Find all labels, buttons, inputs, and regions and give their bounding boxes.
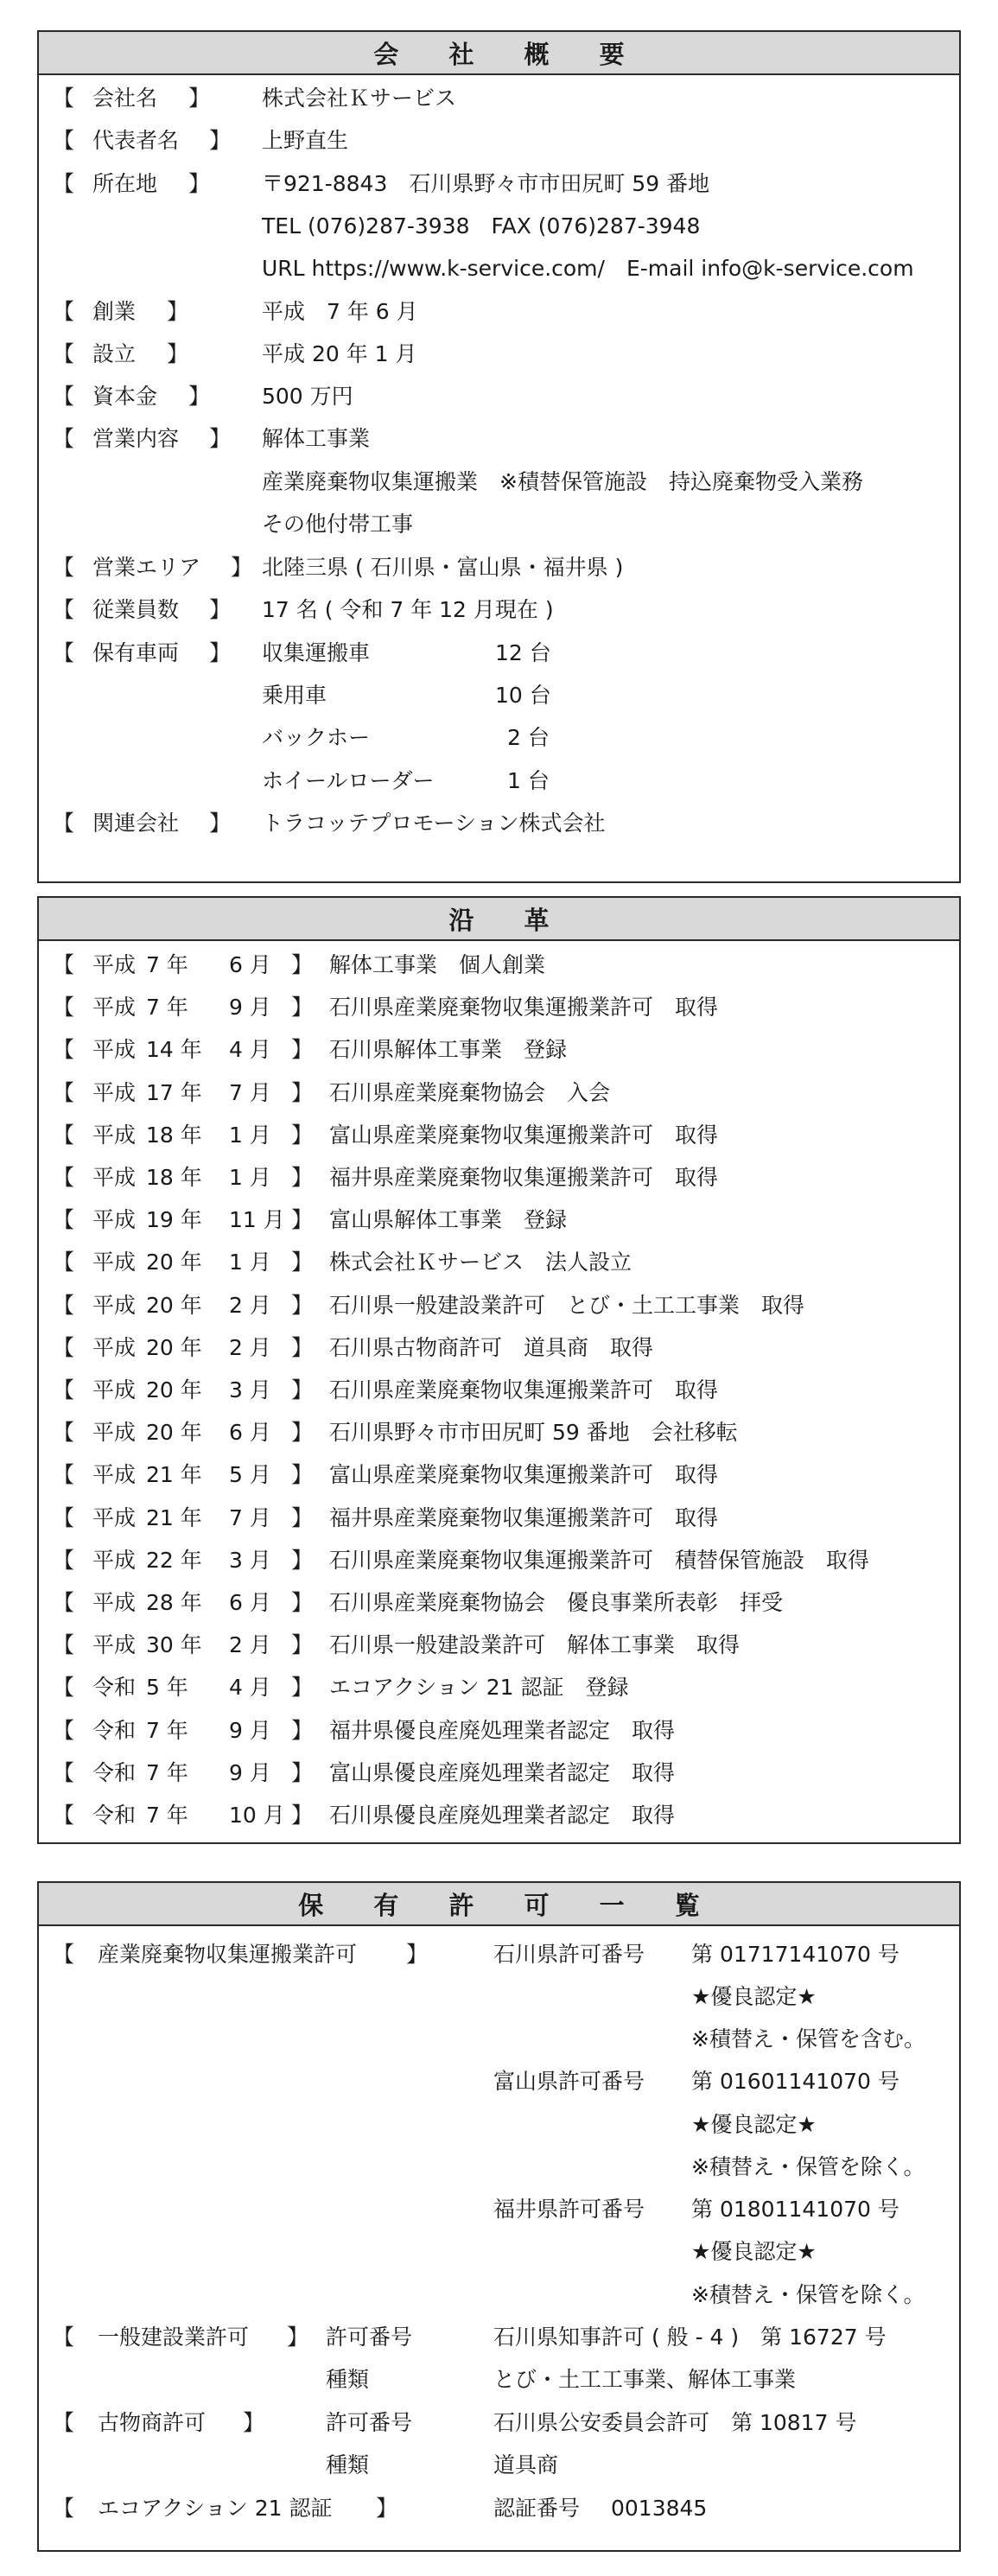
history-year: 21 年 — [146, 1462, 202, 1488]
row-tel-fax — [39, 209, 959, 244]
label-employees: 従業員数 — [92, 597, 180, 622]
history-month: 9 月 — [229, 1717, 271, 1743]
history-row: 【 平成 18 年 1 月 】 福井県産業廃棄物収集運搬業許可 取得 — [39, 1161, 959, 1195]
history-text: 石川県産業廃棄物協会 優良事業所表彰 拝受 — [329, 1590, 784, 1615]
company-overview-box — [37, 30, 961, 883]
history-text: 石川県一般建設業許可 解体工事業 取得 — [329, 1632, 741, 1658]
value-tel-fax: TEL (076)287-3938 FAX (076)287-3948 — [262, 213, 701, 239]
antique-value-2: 道具商 — [493, 2452, 559, 2477]
row-waste-toyama — [39, 2064, 959, 2099]
history-row: 【 平成 30 年 2 月 】 石川県一般建設業許可 解体工事業 取得 — [39, 1628, 959, 1663]
row-representative: 【 代表者名 】 上野直生 — [39, 124, 959, 158]
value-business-3: その他付帯工事 — [262, 512, 414, 537]
waste-number-toyama: 第 01601141070 号 — [691, 2069, 899, 2094]
history-row: 【 平成 20 年 2 月 】 石川県一般建設業許可 とび・土工工事業 取得 — [39, 1288, 959, 1323]
history-year: 7 年 — [146, 995, 188, 1021]
waste-number-fukui: 第 01801141070 号 — [691, 2197, 899, 2222]
history-year: 20 年 — [146, 1420, 202, 1446]
value-url-email: URL https://www.k-service.com/ E-mail info@k-service.com — [262, 256, 914, 281]
history-month: 1 月 — [229, 1250, 271, 1275]
row-vehicle-2 — [39, 678, 959, 713]
row-business-2 — [39, 465, 959, 499]
row-waste-fukui-note1 — [39, 2235, 959, 2269]
history-row: 【 平成 14 年 4 月 】 石川県解体工事業 登録 — [39, 1033, 959, 1067]
value-address: 〒921-8843 石川県野々市市田尻町 59 番地 — [262, 171, 710, 196]
history-era: 令和 — [92, 1675, 137, 1701]
history-row: 【 平成 28 年 6 月 】 石川県産業廃棄物協会 優良事業所表彰 拝受 — [39, 1586, 959, 1620]
history-year: 17 年 — [146, 1079, 202, 1105]
history-year: 5 年 — [146, 1675, 188, 1701]
history-month: 2 月 — [229, 1632, 271, 1658]
label-affiliate: 関連会社 — [92, 811, 180, 836]
value-business-1: 解体工事業 — [262, 426, 371, 451]
history-text: 石川県一般建設業許可 とび・土工工事業 取得 — [329, 1292, 805, 1318]
row-url-email — [39, 251, 959, 286]
history-era: 平成 — [92, 1334, 137, 1360]
history-month: 7 月 — [229, 1079, 271, 1105]
row-employees: 【 従業員数 】 17 名 ( 令和 7 年 12 月現在 ) — [39, 593, 959, 627]
row-antique-permit: 【 古物商許可 】 許可番号 石川県公安委員会許可 第 10817 号 — [39, 2406, 959, 2440]
vehicle-count: 1 台 — [507, 768, 550, 793]
history-month: 5 月 — [229, 1462, 271, 1488]
history-text: 石川県産業廃棄物収集運搬業許可 取得 — [329, 995, 719, 1021]
row-affiliate: 【 関連会社 】 トラコッテプロモーション株式会社 — [39, 806, 959, 841]
value-capital: 500 万円 — [262, 384, 353, 409]
waste-note: ★優良認定★ — [691, 1984, 817, 2009]
history-month: 2 月 — [229, 1334, 271, 1360]
label-company-name: 会社名 — [92, 86, 158, 111]
row-business: 【 営業内容 】 解体工事業 — [39, 422, 959, 456]
waste-pref-ishikawa: 石川県許可番号 — [493, 1942, 645, 1967]
vehicle-count: 10 台 — [495, 683, 551, 708]
history-era: 平成 — [92, 1590, 137, 1615]
history-year: 18 年 — [146, 1165, 202, 1190]
history-row: 【 平成 20 年 1 月 】 株式会社Ｋサービス 法人設立 — [39, 1245, 959, 1280]
row-vehicle-3 — [39, 721, 959, 755]
label-eco-action: エコアクション 21 認証 — [98, 2496, 333, 2521]
label-capital: 資本金 — [92, 384, 158, 409]
history-row: 【 平成 18 年 1 月 】 富山県産業廃棄物収集運搬業許可 取得 — [39, 1118, 959, 1153]
label-founded: 創業 — [92, 299, 137, 324]
construction-value-2: とび・土工工事業、解体工事業 — [493, 2367, 797, 2392]
row-waste-permit: 【 産業廃棄物収集運搬業許可 】 石川県許可番号 第 01717141070 号 — [39, 1937, 959, 1972]
row-waste-ishikawa-note2 — [39, 2022, 959, 2057]
history-row: 【 平成 20 年 3 月 】 石川県産業廃棄物収集運搬業許可 取得 — [39, 1373, 959, 1408]
history-text: 石川県産業廃棄物収集運搬業許可 積替保管施設 取得 — [329, 1547, 870, 1573]
waste-note: ※積替え・保管を含む。 — [691, 2026, 925, 2051]
permits-box — [37, 1881, 961, 2552]
history-row: 【 平成 21 年 5 月 】 富山県産業廃棄物収集運搬業許可 取得 — [39, 1458, 959, 1492]
row-business-3 — [39, 507, 959, 542]
history-year: 14 年 — [146, 1037, 202, 1063]
history-text: 福井県産業廃棄物収集運搬業許可 取得 — [329, 1165, 719, 1190]
history-era: 平成 — [92, 995, 137, 1021]
history-era: 平成 — [92, 1632, 137, 1658]
row-founded: 【 創業 】 平成 7 年 6 月 — [39, 295, 959, 329]
history-year: 20 年 — [146, 1292, 202, 1318]
history-month: 3 月 — [229, 1377, 271, 1402]
history-era: 令和 — [92, 1759, 137, 1785]
row-waste-toyama-note1 — [39, 2108, 959, 2142]
value-founded: 平成 7 年 6 月 — [262, 299, 418, 324]
history-row: 【 平成 7 年 6 月 】 解体工事業 個人創業 — [39, 948, 959, 983]
history-era: 平成 — [92, 1122, 137, 1148]
history-title: 沿 革 — [448, 905, 570, 935]
waste-note: ※積替え・保管を除く。 — [691, 2282, 925, 2307]
row-waste-fukui-note2 — [39, 2278, 959, 2312]
waste-pref-toyama: 富山県許可番号 — [493, 2069, 645, 2094]
history-year: 20 年 — [146, 1250, 202, 1275]
label-established: 設立 — [92, 341, 137, 366]
construction-value-1: 石川県知事許可 ( 般 - 4 ) 第 16727 号 — [493, 2325, 887, 2350]
history-month: 1 月 — [229, 1165, 271, 1190]
waste-number-ishikawa: 第 01717141070 号 — [691, 1942, 899, 1967]
history-month: 6 月 — [229, 1420, 271, 1446]
vehicle-name: ホイールローダー — [262, 768, 435, 793]
permits-title: 保 有 許 可 一 覧 — [298, 1890, 721, 1920]
vehicle-name: 乗用車 — [262, 683, 327, 708]
history-era: 平成 — [92, 1250, 137, 1275]
history-text: 福井県優良産廃処理業者認定 取得 — [329, 1717, 676, 1743]
history-year: 20 年 — [146, 1334, 202, 1360]
history-row: 【 令和 5 年 4 月 】 エコアクション 21 認証 登録 — [39, 1670, 959, 1705]
row-area: 【 営業エリア 】 北陸三県 ( 石川県・富山県・福井県 ) — [39, 550, 959, 585]
label-antique-permit: 古物商許可 — [98, 2410, 207, 2435]
waste-note: ※積替え・保管を除く。 — [691, 2154, 925, 2179]
history-text: 解体工事業 個人創業 — [329, 952, 546, 977]
history-row: 【 令和 7 年 9 月 】 富山県優良産廃処理業者認定 取得 — [39, 1756, 959, 1790]
history-year: 7 年 — [146, 1717, 188, 1743]
history-era: 令和 — [92, 1717, 137, 1743]
history-era: 平成 — [92, 1504, 137, 1530]
history-row: 【 平成 20 年 6 月 】 石川県野々市市田尻町 59 番地 会社移転 — [39, 1415, 959, 1450]
eco-key-1: 認証番号 — [493, 2496, 581, 2521]
history-row: 【 平成 22 年 3 月 】 石川県産業廃棄物収集運搬業許可 積替保管施設 取得 — [39, 1543, 959, 1578]
history-era: 平成 — [92, 1037, 137, 1063]
history-year: 19 年 — [146, 1207, 202, 1233]
waste-note: ★優良認定★ — [691, 2239, 817, 2264]
history-month: 4 月 — [229, 1037, 271, 1063]
history-month: 1 月 — [229, 1122, 271, 1148]
vehicle-name: バックホー — [262, 725, 371, 750]
row-waste-fukui — [39, 2192, 959, 2227]
value-business-2: 産業廃棄物収集運搬業 ※積替保管施設 持込廃棄物受入業務 — [262, 469, 863, 494]
history-text: 石川県解体工事業 登録 — [329, 1037, 568, 1063]
value-area: 北陸三県 ( 石川県・富山県・福井県 ) — [262, 555, 624, 580]
history-era: 平成 — [92, 1079, 137, 1105]
history-era: 平成 — [92, 1377, 137, 1402]
history-text: 石川県野々市市田尻町 59 番地 会社移転 — [329, 1420, 738, 1446]
history-year: 20 年 — [146, 1377, 202, 1402]
waste-note: ★優良認定★ — [691, 2112, 817, 2137]
history-month: 9 月 — [229, 995, 271, 1021]
history-row: 【 令和 7 年 9 月 】 福井県優良産廃処理業者認定 取得 — [39, 1714, 959, 1748]
label-business: 営業内容 — [92, 426, 180, 451]
vehicle-count: 12 台 — [495, 640, 551, 665]
company-overview-header — [39, 32, 959, 75]
value-company-name: 株式会社Ｋサービス — [262, 86, 457, 111]
row-eco-action: 【 エコアクション 21 認証 】 認証番号 0013845 — [39, 2491, 959, 2526]
row-waste-toyama-note2 — [39, 2150, 959, 2185]
history-year: 22 年 — [146, 1547, 202, 1573]
history-text: 石川県産業廃棄物収集運搬業許可 取得 — [329, 1377, 719, 1402]
history-era: 平成 — [92, 952, 137, 977]
row-antique-type — [39, 2448, 959, 2483]
history-row: 【 令和 7 年 10 月 】 石川県優良産廃処理業者認定 取得 — [39, 1798, 959, 1833]
antique-key-1: 許可番号 — [326, 2410, 413, 2435]
history-text: 富山県優良産廃処理業者認定 取得 — [329, 1759, 676, 1785]
history-era: 平成 — [92, 1462, 137, 1488]
history-text: 株式会社Ｋサービス 法人設立 — [329, 1250, 632, 1275]
history-month: 10 月 — [229, 1803, 285, 1828]
history-era: 平成 — [92, 1420, 137, 1446]
row-vehicles: 【 保有車両 】 収集運搬車 12 台 — [39, 636, 959, 671]
history-row: 【 平成 7 年 9 月 】 石川県産業廃棄物収集運搬業許可 取得 — [39, 990, 959, 1025]
antique-value-1: 石川県公安委員会許可 第 10817 号 — [493, 2410, 857, 2435]
waste-pref-fukui: 福井県許可番号 — [493, 2197, 645, 2222]
label-construction-permit: 一般建設業許可 — [98, 2325, 250, 2350]
antique-key-2: 種類 — [326, 2452, 370, 2477]
history-era: 平成 — [92, 1292, 137, 1318]
label-vehicles: 保有車両 — [92, 640, 180, 665]
history-row: 【 平成 21 年 7 月 】 福井県産業廃棄物収集運搬業許可 取得 — [39, 1501, 959, 1536]
row-established: 【 設立 】 平成 20 年 1 月 — [39, 337, 959, 372]
history-year: 28 年 — [146, 1590, 202, 1615]
history-text: 富山県解体工事業 登録 — [329, 1207, 568, 1233]
history-era: 平成 — [92, 1547, 137, 1573]
permits-header — [39, 1883, 959, 1926]
history-era: 平成 — [92, 1207, 137, 1233]
history-row: 【 平成 20 年 2 月 】 石川県古物商許可 道具商 取得 — [39, 1331, 959, 1365]
construction-key-2: 種類 — [326, 2367, 370, 2392]
label-area: 営業エリア — [92, 555, 201, 580]
history-month: 2 月 — [229, 1292, 271, 1318]
history-month: 9 月 — [229, 1759, 271, 1785]
construction-key-1: 許可番号 — [326, 2325, 413, 2350]
row-capital: 【 資本金 】 500 万円 — [39, 379, 959, 414]
history-text: 福井県産業廃棄物収集運搬業許可 取得 — [329, 1504, 719, 1530]
history-year: 21 年 — [146, 1504, 202, 1530]
row-construction-permit: 【 一般建設業許可 】 許可番号 石川県知事許可 ( 般 - 4 ) 第 16727 号 — [39, 2320, 959, 2355]
history-text: 石川県優良産廃処理業者認定 取得 — [329, 1803, 676, 1828]
history-month: 11 月 — [229, 1207, 285, 1233]
value-established: 平成 20 年 1 月 — [262, 341, 417, 366]
history-month: 3 月 — [229, 1547, 271, 1573]
row-vehicle-4 — [39, 764, 959, 798]
vehicle-count: 2 台 — [507, 725, 550, 750]
value-employees: 17 名 ( 令和 7 年 12 月現在 ) — [262, 597, 554, 622]
row-company-name: 【 会社名 】 株式会社Ｋサービス — [39, 81, 959, 116]
value-representative: 上野直生 — [262, 128, 349, 153]
history-text: 富山県産業廃棄物収集運搬業許可 取得 — [329, 1122, 719, 1148]
company-overview-title: 会 社 概 要 — [373, 39, 645, 69]
row-construction-type — [39, 2363, 959, 2397]
history-row: 【 平成 17 年 7 月 】 石川県産業廃棄物協会 入会 — [39, 1076, 959, 1110]
history-year: 7 年 — [146, 1803, 188, 1828]
vehicle-name: 収集運搬車 — [262, 640, 371, 665]
label-representative: 代表者名 — [92, 128, 180, 153]
history-year: 7 年 — [146, 1759, 188, 1785]
history-row: 【 平成 19 年 11 月 】 富山県解体工事業 登録 — [39, 1203, 959, 1237]
label-waste-permit: 産業廃棄物収集運搬業許可 — [98, 1942, 358, 1967]
history-month: 7 月 — [229, 1504, 271, 1530]
history-text: 石川県産業廃棄物協会 入会 — [329, 1079, 611, 1105]
history-header — [39, 898, 959, 941]
history-month: 6 月 — [229, 952, 271, 977]
history-text: 石川県古物商許可 道具商 取得 — [329, 1334, 654, 1360]
row-waste-ishikawa-note1 — [39, 1980, 959, 2014]
history-box — [37, 896, 961, 1844]
history-year: 7 年 — [146, 952, 188, 977]
history-text: エコアクション 21 認証 登録 — [329, 1675, 629, 1701]
label-address: 所在地 — [92, 171, 158, 196]
history-month: 4 月 — [229, 1675, 271, 1701]
history-era: 令和 — [92, 1803, 137, 1828]
history-year: 18 年 — [146, 1122, 202, 1148]
history-month: 6 月 — [229, 1590, 271, 1615]
history-text: 富山県産業廃棄物収集運搬業許可 取得 — [329, 1462, 719, 1488]
history-year: 30 年 — [146, 1632, 202, 1658]
eco-value-1: 0013845 — [611, 2496, 708, 2521]
row-address: 【 所在地 】 〒921-8843 石川県野々市市田尻町 59 番地 — [39, 167, 959, 201]
value-affiliate: トラコッテプロモーション株式会社 — [262, 811, 606, 836]
history-era: 平成 — [92, 1165, 137, 1190]
